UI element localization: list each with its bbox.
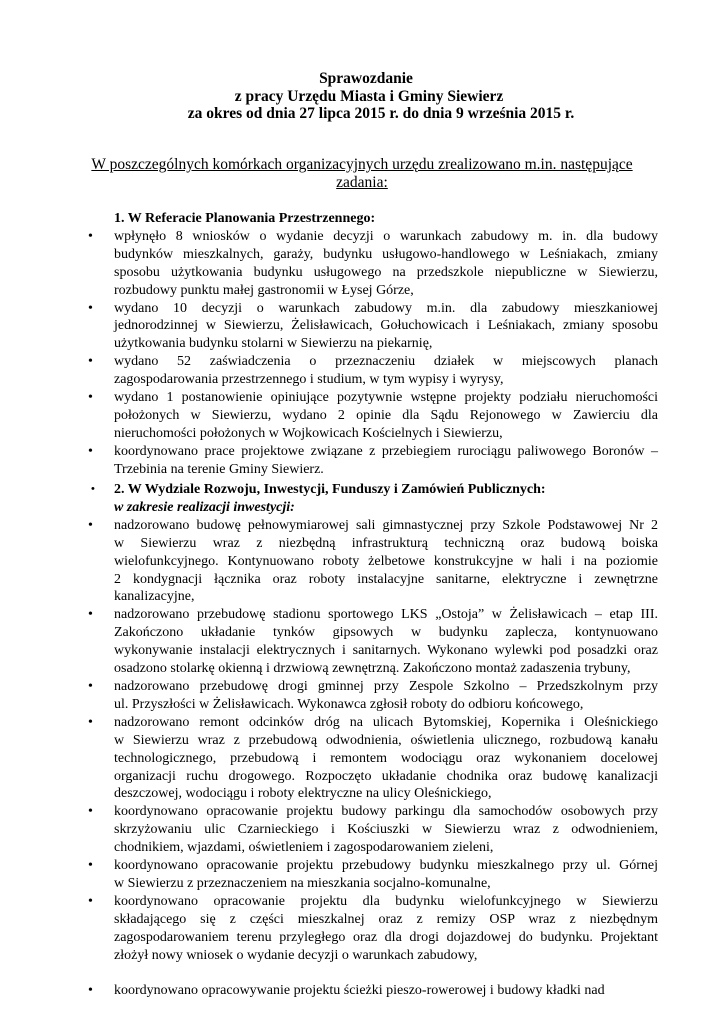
item-line: nieruchomości położonych w Wojkowicach Kościelnych i Siewierzu, <box>114 425 503 441</box>
item-line: kanalizacyjne, <box>114 589 195 605</box>
list-item <box>86 353 658 389</box>
list-item <box>86 982 658 1000</box>
bullet-marker: • <box>88 517 93 533</box>
item-line: zagospodarowaniem terenu przyległego oraz dla drogi dojazdowej do budynku. Projektant <box>114 929 658 945</box>
list-item <box>86 893 658 965</box>
list-item <box>86 606 658 678</box>
intro-line-2: zadania: <box>336 174 388 191</box>
list-item <box>86 803 658 857</box>
section-development <box>86 481 658 1000</box>
bullet-marker: • <box>88 983 93 999</box>
list-item <box>86 300 658 354</box>
title-line-1: Sprawozdanie <box>319 70 413 87</box>
item-line: koordynowano opracowanie projektu budowy parkingu dla samochodów osobowych przy <box>114 804 658 820</box>
item-line: rozbudowy punktu małej gastronomii w Łysej Górze, <box>114 282 414 298</box>
bullet-marker: • <box>88 300 93 316</box>
item-line: budynków mieszkalnych, garaży, budynku usługowo-handlowego w Leśniakach, zmiany <box>114 246 658 262</box>
item-line: osadzono stolarkę okienną i drzwiową zewnętrzną. Zakończono montaż zadaszenia trybuny, <box>114 661 631 677</box>
item-line: 2 kondygnacji łącznika oraz roboty instalacyjne sanitarne, elektryczne i zewnętrzne <box>114 571 658 587</box>
item-line: Trzebinia na terenie Gminy Siewierz. <box>114 461 324 477</box>
item-line: składającego się z części mieszkalnej oraz z remizy OSP wraz z niezbędnym <box>114 911 658 927</box>
item-line: nadzorowano remont odcinków dróg na ulicach Bytomskiej, Kopernika i Oleśnickiego <box>114 714 658 730</box>
section-heading <box>86 481 658 499</box>
item-line: złożył nowy wniosek o wydanie decyzji o warunkach zabudowy, <box>114 947 478 963</box>
item-line: nadzorowano budowę pełnowymiarowej sali gimnastycznej przy Szkole Podstawowej Nr 2 <box>114 517 658 533</box>
section-development-list <box>86 517 658 1001</box>
bullet-marker: • <box>88 804 93 820</box>
list-item <box>86 857 658 893</box>
bullet-marker: • <box>88 390 93 406</box>
bullet-marker: • <box>88 714 93 730</box>
list-item <box>86 678 658 714</box>
item-line: koordynowano opracowywanie projektu ścieżki pieszo-rowerowej i budowy kładki nad <box>114 983 605 999</box>
list-item <box>86 443 658 479</box>
list-item <box>86 389 658 443</box>
bullet-marker: • <box>91 483 95 495</box>
intro-heading <box>62 156 662 192</box>
item-line: położonych w Siewierzu, wydano 2 opinie dla Sądu Rejonowego w Zawierciu dla <box>114 407 658 423</box>
title-line-3: za okres od dnia 27 lipca 2015 r. do dnia 9 września 2015 r. <box>187 105 575 122</box>
section-heading-text: 2. W Wydziale Rozwoju, Inwestycji, Funduszy i Zamówień Publicznych: <box>114 482 546 497</box>
bullet-marker: • <box>88 893 93 909</box>
section-planning-list <box>86 228 658 479</box>
item-line: nadzorowano przebudowę drogi gminnej przy Zespole Szkolno – Przedszkolnym przy <box>114 678 658 694</box>
item-line: technologicznego, przebudową i remontem wodociągu oraz wykonaniem docelowej <box>114 750 658 766</box>
item-line: wydano 52 zaświadczenia o przeznaczeniu działek w miejscowych planach <box>114 354 658 370</box>
item-line: koordynowano opracowanie projektu dla budynku wielofunkcyjnego w Siewierzu <box>114 893 658 909</box>
item-line: wpłynęło 8 wniosków o wydanie decyzji o warunkach zabudowy m. in. dla budowy <box>114 228 658 244</box>
item-line: w Siewierzu wraz z przebudową odwodnienia, oświetlenia ulicznego, rozbudową kanału <box>114 732 658 748</box>
item-line: chodnikiem, wjazdami, oświetleniem i zagospodarowaniem zieleni, <box>114 840 494 856</box>
list-item <box>86 228 658 300</box>
document-title <box>0 70 724 123</box>
bullet-marker: • <box>88 858 93 874</box>
section-planning <box>86 210 658 479</box>
item-line: wielofunkcyjnego. Kontynuowano roboty żelbetowe konstrukcyjne w hali i na poziomie <box>114 553 658 569</box>
section-subheading: w zakresie realizacji inwestycji: <box>114 499 295 515</box>
item-line: wykonywanie instalacji elektrycznych i sanitarnych. Wykonano wylewki pod posadzki oraz <box>114 643 658 659</box>
intro-line-1: W poszczególnych komórkach organizacyjnych urzędu zrealizowano m.in. następujące <box>91 156 633 173</box>
item-line: ul. Przyszłości w Żelisławicach. Wykonawca zgłosił roboty do odbioru końcowego, <box>114 696 584 712</box>
item-line: skrzyżowaniu ulic Czarnieckiego i Kościuszki w Siewierzu wraz z odwodnieniem, <box>114 822 658 838</box>
bullet-marker: • <box>88 678 93 694</box>
item-line: wydano 1 postanowienie opiniujące pozytywnie wstępne projekty podziału nieruchomości <box>114 390 658 406</box>
item-line: deszczowej, wodociągu i roboty elektryczne na ulicy Oleśnickiego, <box>114 786 492 802</box>
item-line: sposobu użytkowania budynku usługowego na przedszkole niepubliczne w Siewierzu, <box>114 264 658 280</box>
item-line: w Siewierzu wraz z niezbędną infrastrukturą techniczną oraz budową boiska <box>114 535 658 551</box>
section-heading: 1. W Referacie Planowania Przestrzennego: <box>114 211 376 226</box>
item-line: jednorodzinnej w Siewierzu, Żelisławicach, Gołuchowicach i Leśniakach, zmiany sposobu <box>114 318 658 334</box>
item-line: koordynowano prace projektowe związane z przebiegiem rurociągu paliwowego Boronów – <box>114 443 658 459</box>
bullet-marker: • <box>88 228 93 244</box>
item-line: organizacji ruchu drogowego. Rozpoczęto układanie chodnika oraz budowę kanalizacji <box>114 768 658 784</box>
bullet-marker: • <box>88 607 93 623</box>
list-item <box>86 714 658 804</box>
bullet-marker: • <box>88 354 93 370</box>
item-line: w Siewierzu z przeznaczeniem na mieszkania socjalno-komunalne, <box>114 875 491 891</box>
item-line: zagospodarowania przestrzennego i studium, w tym wypisy i wyrysy, <box>114 372 504 388</box>
item-line: użytkowania budynku stolarni w Siewierzu na piekarnię, <box>114 336 433 352</box>
title-line-2: z pracy Urzędu Miasta i Gminy Siewierz <box>234 87 504 105</box>
item-line: wydano 10 decyzji o warunkach zabudowy m.in. dla zabudowy mieszkaniowej <box>114 300 658 316</box>
item-line: koordynowano opracowanie projektu przebudowy budynku mieszkalnego przy ul. Górnej <box>114 858 658 874</box>
list-item <box>86 517 658 607</box>
bullet-marker: • <box>88 443 93 459</box>
item-line: nadzorowano przebudowę stadionu sportowego LKS „Ostoja” w Żelisławicach – etap III. <box>114 607 658 623</box>
item-line: Zakończono układanie tynków gipsowych w budynku zaplecza, kontynuowano <box>114 625 658 641</box>
